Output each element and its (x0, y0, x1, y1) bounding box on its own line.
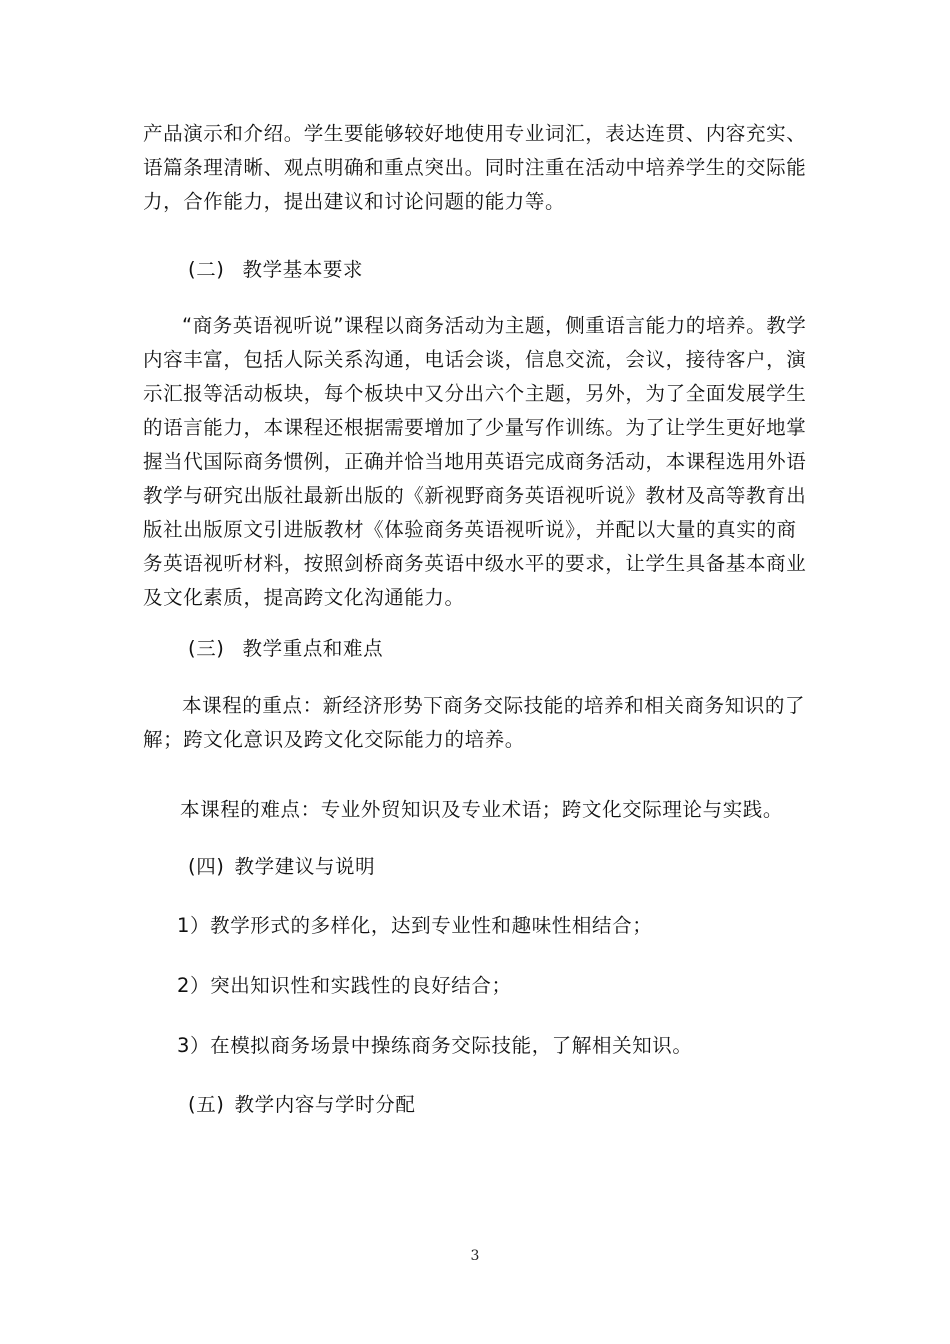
heading-number: (五) (188, 1093, 225, 1116)
heading-basic-requirements (188, 258, 363, 282)
paragraph-difficulties: 本课程的难点：专业外贸知识及专业术语；跨文化交际理论与实践。 (180, 798, 784, 821)
paragraph-intro: 产品演示和介绍。学生要能够较好地使用专业词汇，表达连贯、内容充实、语篇条理清晰、观点明确和重点突出。同时注重在活动中培养学生的交际能力，合作能力，提出建议和讨论问题的能力等。 (143, 122, 807, 213)
list-item: 2）突出知识性和实践性的良好结合； (177, 974, 512, 997)
heading-number: (四) (188, 855, 225, 878)
heading-title: 教学建议与说明 (234, 855, 376, 878)
paragraph-key-points: 本课程的重点：新经济形势下商务交际技能的培养和相关商务知识的了解；跨文化意识及跨文化交际能力的培养。 (143, 694, 806, 751)
heading-number: (二) (188, 258, 225, 281)
list-item: 3）在模拟商务场景中操练商务交际技能，了解相关知识。 (177, 1034, 693, 1057)
heading-title: 教学内容与学时分配 (234, 1093, 416, 1116)
list-item: 1）教学形式的多样化，达到专业性和趣味性相结合； (177, 914, 653, 937)
page-number: 3 (470, 1248, 480, 1264)
heading-title: 教学基本要求 (242, 258, 364, 281)
heading-key-points (188, 637, 383, 661)
heading-suggestions (188, 855, 375, 879)
heading-number: (三) (188, 637, 225, 660)
heading-content-allocation (188, 1093, 415, 1117)
heading-title: 教学重点和难点 (242, 637, 384, 660)
paragraph-requirements: “商务英语视听说”课程以商务活动为主题，侧重语言能力的培养。教学内容丰富，包括人际关系沟通，电话会谈，信息交流，会议，接待客户，演示汇报等活动板块，每个板块中又分出六个主题，另外，为了全面发展学生的语言能力，本课程还根据需要增加了少量写作训练。为了让学生更好地掌握当代国际商务惯例，正确并恰当地用英语完成商务活动，本课程选用外语教学与研究出版社最新出版的《新视野商务英语视听说》教材及高等教育出版社出版原文引进版教材《体验商务英语视听说》，并配以大量的真实的商务英语视听材料，按照剑桥商务英语中级水平的要求，让学生具备基本商业及文化素质，提高跨文化沟通能力。 (143, 314, 807, 609)
